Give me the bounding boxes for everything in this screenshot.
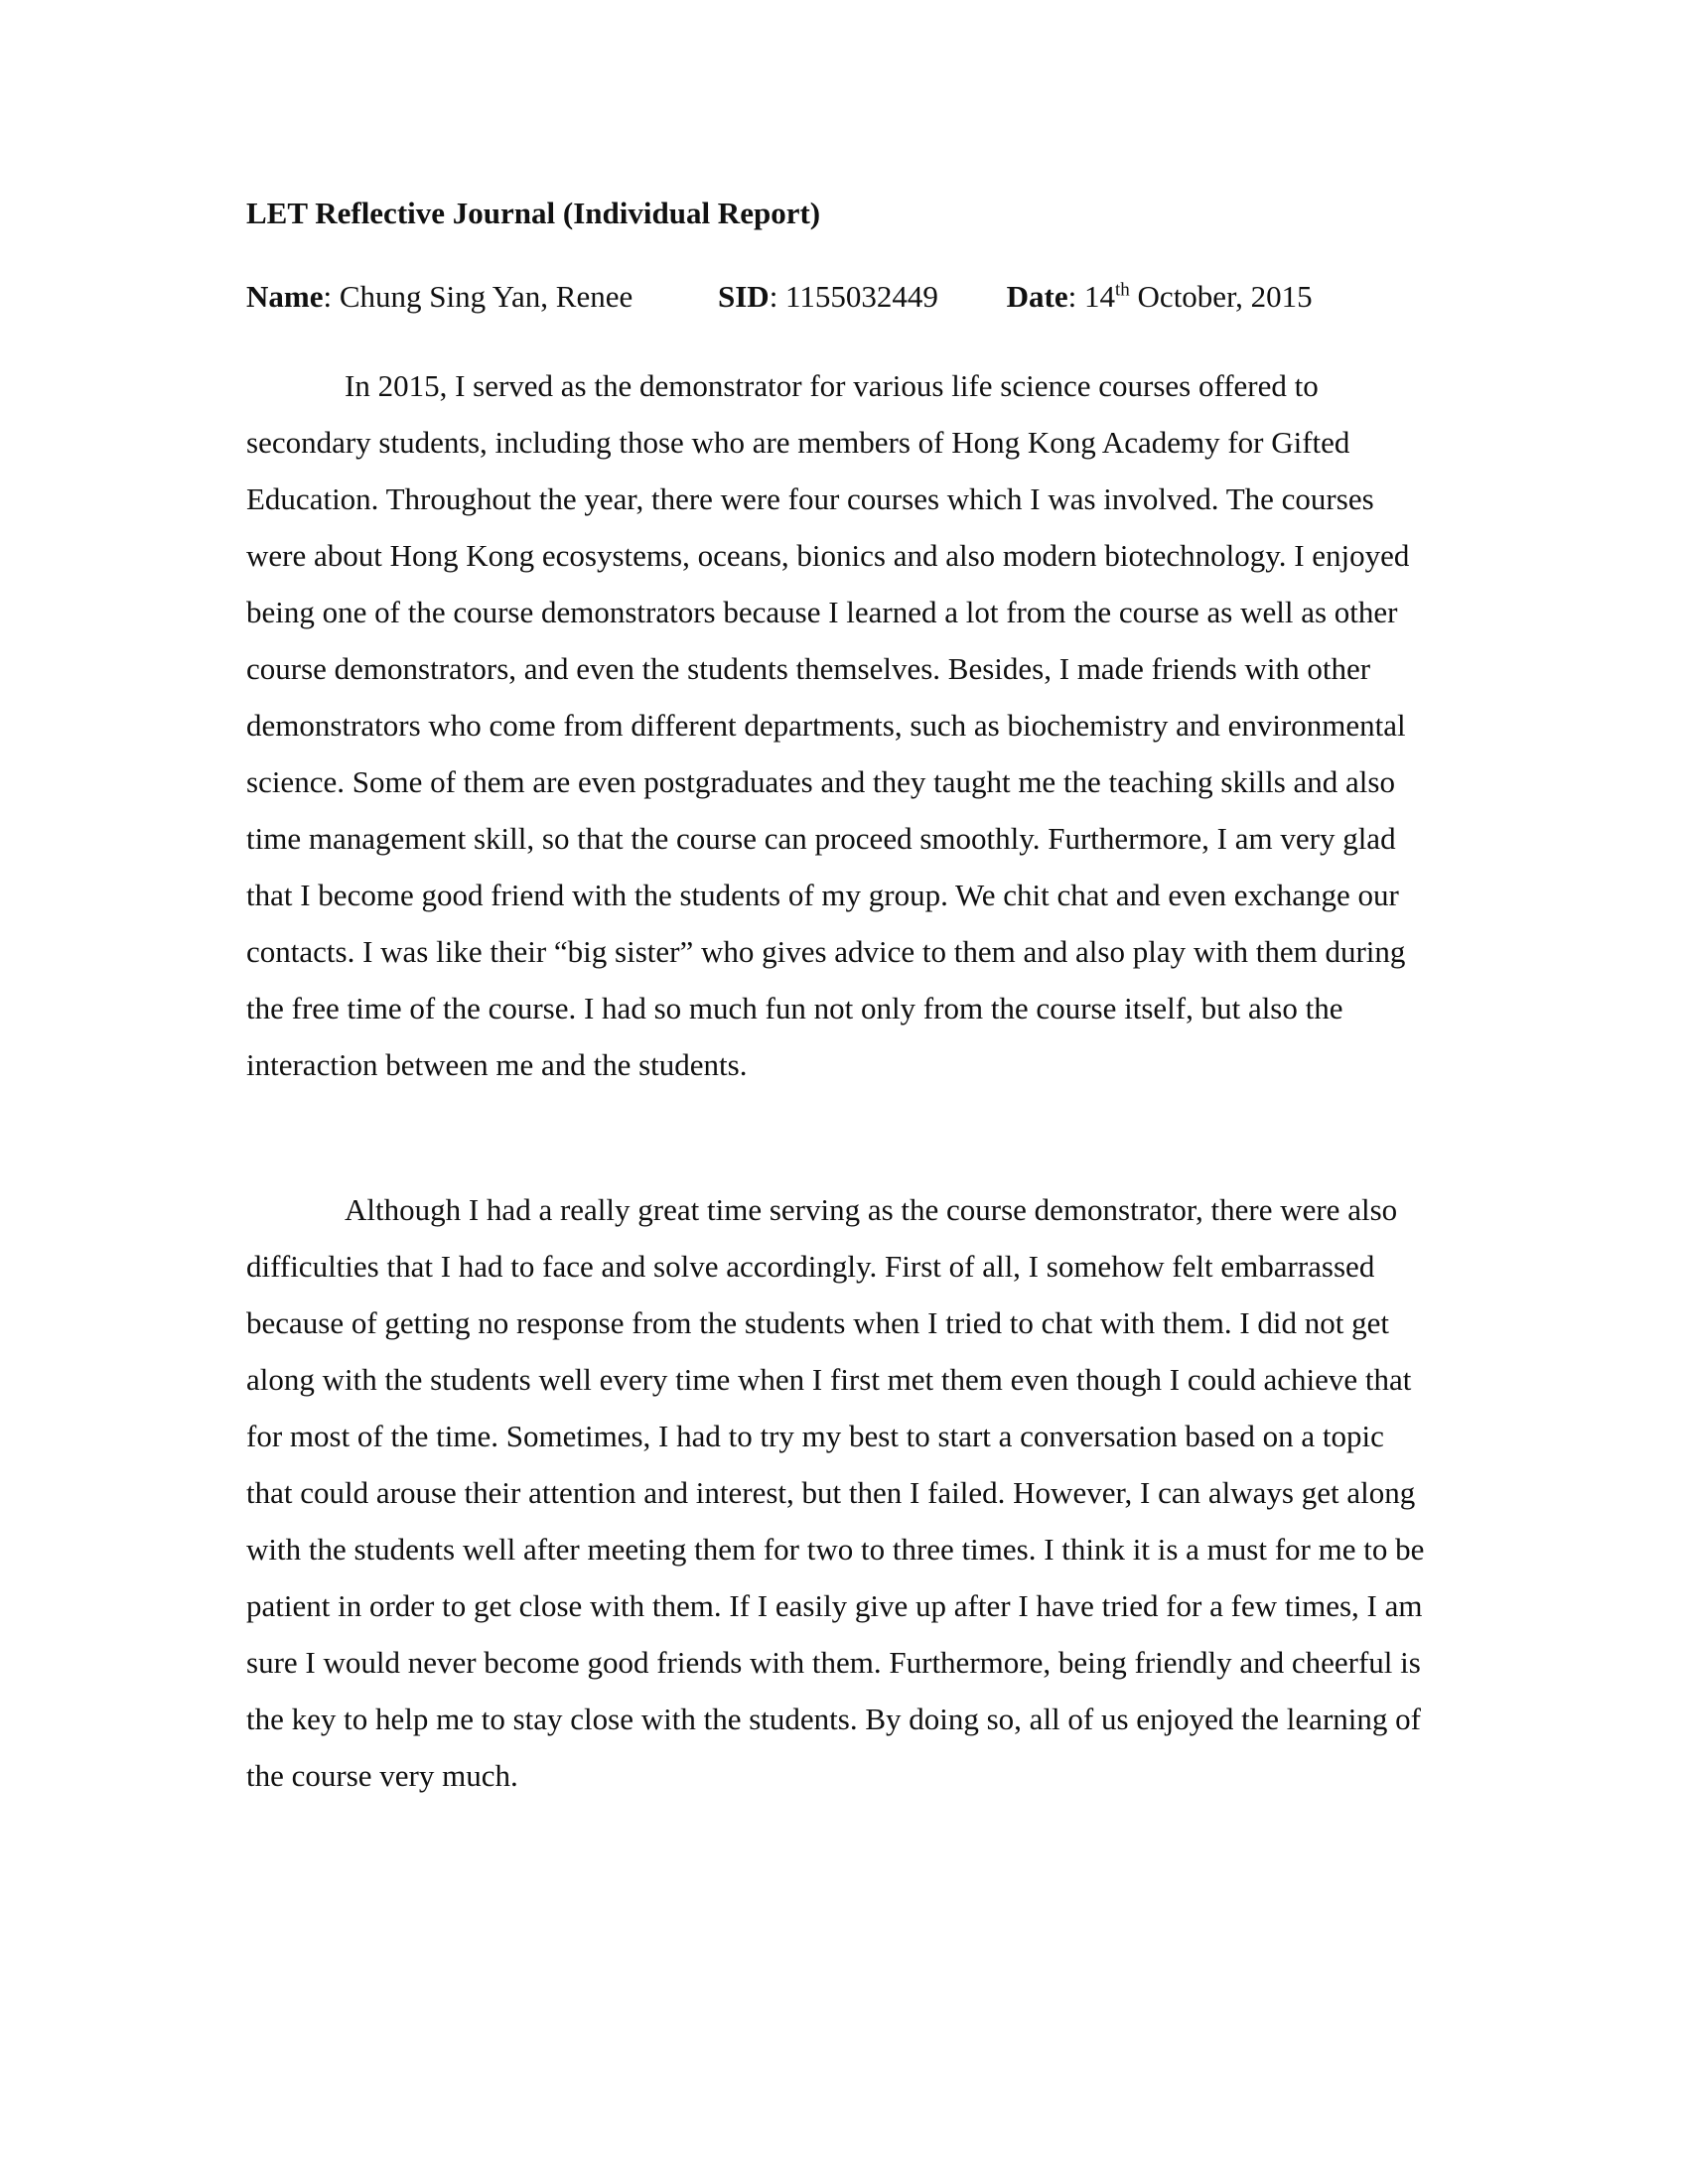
sid-label: SID bbox=[717, 279, 770, 314]
date-day: : 14 bbox=[1067, 279, 1116, 314]
date-field bbox=[1007, 278, 1313, 315]
name-value: : Chung Sing Yan, Renee bbox=[323, 279, 633, 314]
document-title: LET Reflective Journal (Individual Report) bbox=[246, 196, 821, 230]
student-meta-line bbox=[246, 278, 1313, 315]
date-ordinal-suffix: th bbox=[1115, 279, 1130, 301]
date-label: Date bbox=[1006, 279, 1068, 314]
date-month-year: October, 2015 bbox=[1129, 279, 1313, 314]
student-id-field bbox=[718, 278, 938, 315]
student-name-field bbox=[246, 278, 633, 315]
name-label: Name bbox=[246, 279, 324, 314]
sid-value: : 1155032449 bbox=[769, 279, 938, 314]
journal-paragraph-2: Although I had a really great time serving as the course demonstrator, there were also difficulties that I had to face and solve accordingly. First of all, I somehow felt embarrassed because of getting no response from the students when I tried to chat with them. I did not get along with the students well every time when I first met them even though I could achieve that for most of the time. Sometimes, I had to try my best to start a conversation based on a topic that could arouse their attention and interest, but then I failed. However, I can always get along with the students well after meeting them for two to three times. I think it is a must for me to be patient in order to get close with them. If I easily give up after I have tried for a few times, I am sure I would never become good friends with them. Furthermore, being friendly and cheerful is the key to help me to stay close with the students. By doing so, all of us enjoyed the learning of the course very much. bbox=[246, 1192, 1425, 1793]
journal-paragraph-1: In 2015, I served as the demonstrator for various life science courses offered to secondary students, including those who are members of Hong Kong Academy for Gifted Education. Throughout the year, there were four courses which I was involved. The courses were about Hong Kong ecosystems, oceans, bionics and also modern biotechnology. I enjoyed being one of the course demonstrators because I learned a lot from the course as well as other course demonstrators, and even the students themselves. Besides, I made friends with other demonstrators who come from different departments, such as biochemistry and environmental science. Some of them are even postgraduates and they taught me the teaching skills and also time management skill, so that the course can proceed smoothly. Furthermore, I am very glad that I become good friend with the students of my group. We chit chat and even exchange our contacts. I was like their “big sister” who gives advice to them and also play with them during the free time of the course. I had so much fun not only from the course itself, but also the interaction between me and the students. bbox=[246, 368, 1410, 1082]
